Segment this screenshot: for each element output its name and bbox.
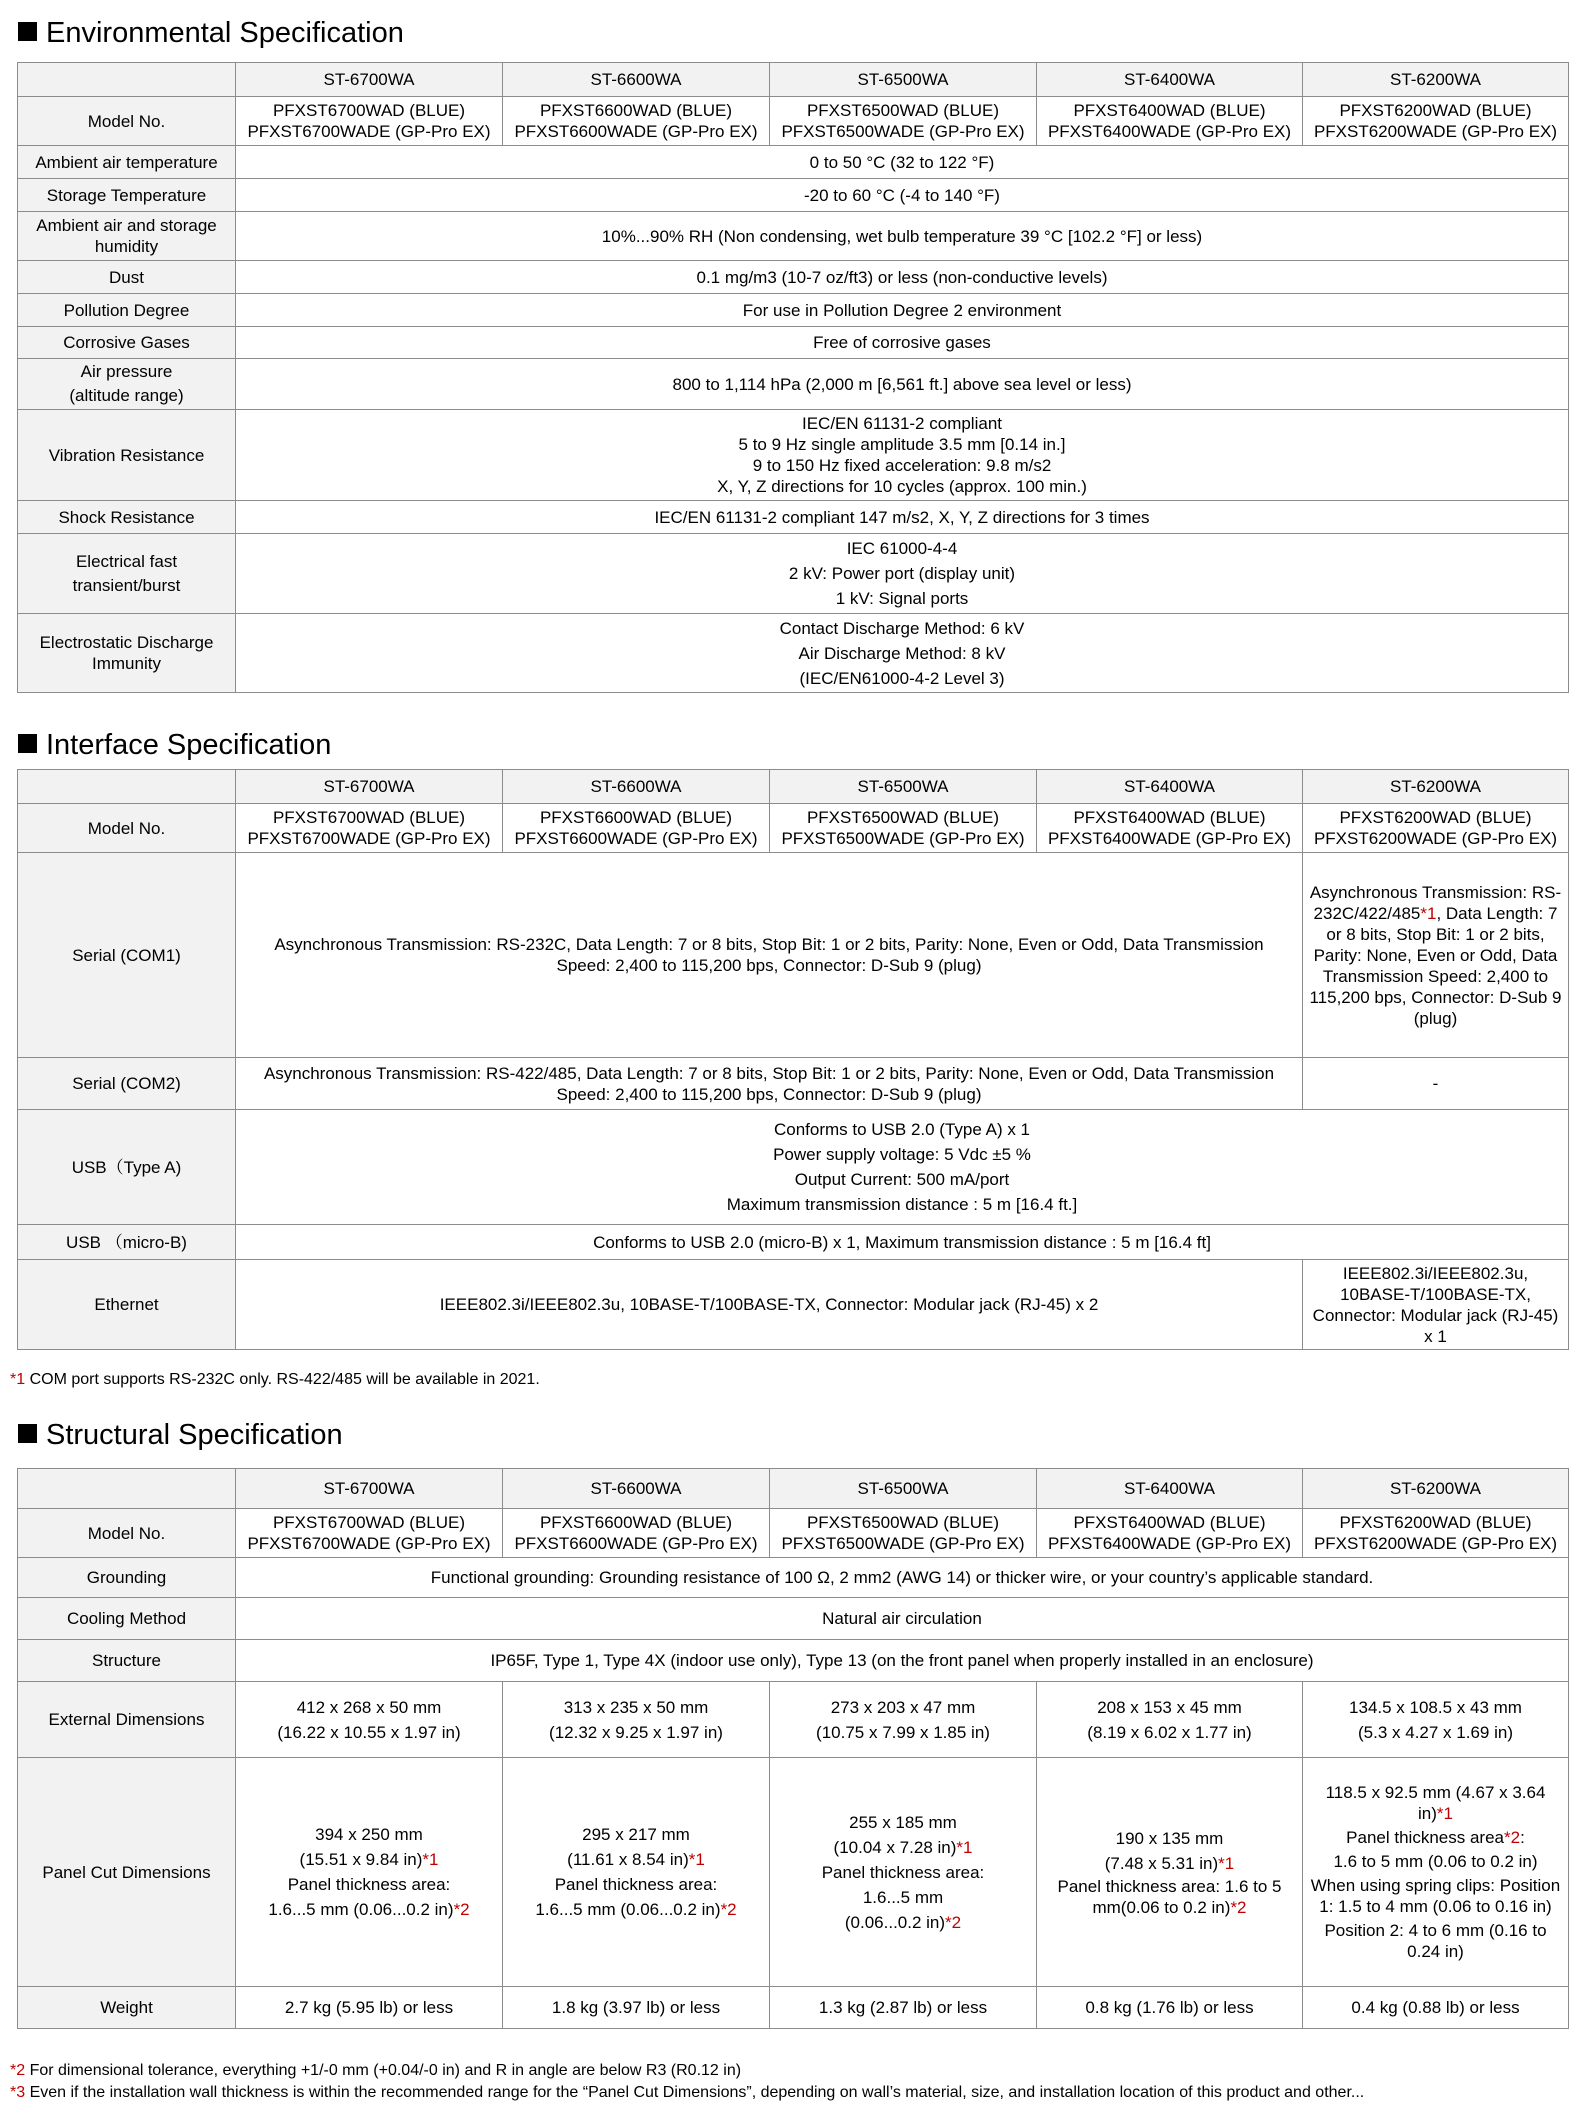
table-row [18,1640,1569,1682]
header-blank-cell [18,1469,236,1509]
square-bullet-icon [18,1424,37,1443]
panel-cut-cell: 190 x 135 mm (7.48 x 5.31 in)*1 Panel thickness area: 1.6 to 5 mm(0.06 to 0.2 in)*2 [1037,1758,1303,1987]
row-label: External Dimensions [18,1682,236,1758]
row-label: Serial (COM2) [18,1058,236,1110]
panel-cut-cell: 255 x 185 mm (10.04 x 7.28 in)*1 Panel thickness area: 1.6...5 mm (0.06...0.2 in)*2 [770,1758,1037,1987]
row-label: Ambient air temperature [18,146,236,179]
footnote-2: *2 For dimensional tolerance, everything +1/-0 mm (+0.04/-0 in) and R in angle are below R3 (R0.12 in) [10,2062,742,2079]
weight-cell: 2.7 kg (5.95 lb) or less [236,1987,503,2029]
table-row [18,1509,1569,1558]
row-value: IEC 61000-4-4 2 kV: Power port (display unit) 1 kV: Signal ports [236,534,1569,614]
row-value: Asynchronous Transmission: RS-422/485, Data Length: 7 or 8 bits, Stop Bit: 1 or 2 bits, Parity: None, Even or Odd, Data Transmission Speed: 2,400 to 115,200 bps, Connector: D-Sub 9 (plug) [236,1058,1303,1110]
table-row [18,179,1569,212]
row-label: Corrosive Gases [18,327,236,359]
row-value: 800 to 1,114 hPa (2,000 m [6,561 ft.] above sea level or less) [236,359,1569,410]
row-label: Shock Resistance [18,501,236,534]
model-number-cell: PFXST6600WAD (BLUE) PFXST6600WADE (GP-Pro EX) [503,804,770,853]
model-number-cell: PFXST6400WAD (BLUE) PFXST6400WADE (GP-Pro EX) [1037,804,1303,853]
table-row [18,1110,1569,1225]
table-row [18,212,1569,261]
row-value-st6200: - [1303,1058,1569,1110]
row-label: USB （micro-B) [18,1225,236,1260]
footnote-1: *1 COM port supports RS-232C only. RS-422/485 will be available in 2021. [10,1371,540,1388]
row-value: Conforms to USB 2.0 (micro-B) x 1, Maximum transmission distance : 5 m [16.4 ft] [236,1225,1569,1260]
table-row [18,534,1569,614]
row-label: Dust [18,261,236,294]
model-header: ST-6200WA [1303,770,1569,804]
row-value: Functional grounding: Grounding resistance of 100 Ω, 2 mm2 (AWG 14) or thicker wire, or your country’s applicable standard. [236,1558,1569,1598]
footnote-3: *3 Even if the installation wall thickness is within the recommended range for the “Panel Cut Dimensions”, depending on wall’s material, size, and installation location of this product and other... [10,2084,1365,2101]
table-row [18,1260,1569,1350]
row-value: 0.1 mg/m3 (10-7 oz/ft3) or less (non-conductive levels) [236,261,1569,294]
model-header: ST-6500WA [770,1469,1037,1509]
table-row [18,1058,1569,1110]
table-row [18,804,1569,853]
row-label: Air pressure (altitude range) [18,359,236,410]
external-dimensions-cell: 313 x 235 x 50 mm (12.32 x 9.25 x 1.97 in) [503,1682,770,1758]
row-label: Model No. [18,97,236,146]
section-title-environmental: Environmental Specification [18,16,404,50]
model-header: ST-6700WA [236,1469,503,1509]
row-label: Cooling Method [18,1598,236,1640]
row-value: -20 to 60 °C (-4 to 140 °F) [236,179,1569,212]
row-value: 10%...90% RH (Non condensing, wet bulb temperature 39 °C [102.2 °F] or less) [236,212,1569,261]
model-header: ST-6500WA [770,63,1037,97]
table-row [18,1225,1569,1260]
model-number-cell: PFXST6200WAD (BLUE) PFXST6200WADE (GP-Pro EX) [1303,804,1569,853]
table-row [18,294,1569,327]
model-header: ST-6600WA [503,770,770,804]
row-value: For use in Pollution Degree 2 environment [236,294,1569,327]
panel-cut-cell: 394 x 250 mm (15.51 x 9.84 in)*1 Panel thickness area: 1.6...5 mm (0.06...0.2 in)*2 [236,1758,503,1987]
row-value: IEEE802.3i/IEEE802.3u, 10BASE-T/100BASE-TX, Connector: Modular jack (RJ-45) x 2 [236,1260,1303,1350]
row-value: IEC/EN 61131-2 compliant 5 to 9 Hz single amplitude 3.5 mm [0.14 in.] 9 to 150 Hz fixed acceleration: 9.8 m/s2 X, Y, Z directions for 10 cycles (approx. 100 min.) [236,410,1569,501]
table-row [18,327,1569,359]
row-value: IEC/EN 61131-2 compliant 147 m/s2, X, Y, Z directions for 3 times [236,501,1569,534]
model-number-cell: PFXST6500WAD (BLUE) PFXST6500WADE (GP-Pro EX) [770,804,1037,853]
table-row [18,770,1569,804]
row-label: Ambient air and storage humidity [18,212,236,261]
row-label: Ethernet [18,1260,236,1350]
square-bullet-icon [18,22,37,41]
model-number-cell: PFXST6200WAD (BLUE) PFXST6200WADE (GP-Pro EX) [1303,1509,1569,1558]
row-value: 0 to 50 °C (32 to 122 °F) [236,146,1569,179]
model-number-cell: PFXST6700WAD (BLUE) PFXST6700WADE (GP-Pro EX) [236,1509,503,1558]
interface-spec-table [17,769,1569,1350]
external-dimensions-cell: 134.5 x 108.5 x 43 mm (5.3 x 4.27 x 1.69 in) [1303,1682,1569,1758]
table-row [18,1598,1569,1640]
structural-spec-table [17,1468,1569,2029]
row-value: Natural air circulation [236,1598,1569,1640]
table-row [18,1558,1569,1598]
model-header: ST-6600WA [503,1469,770,1509]
section-title-interface: Interface Specification [18,728,331,762]
header-blank-cell [18,770,236,804]
model-header: ST-6400WA [1037,770,1303,804]
model-number-cell: PFXST6700WAD (BLUE) PFXST6700WADE (GP-Pro EX) [236,804,503,853]
model-number-cell: PFXST6600WAD (BLUE) PFXST6600WADE (GP-Pro EX) [503,97,770,146]
external-dimensions-cell: 273 x 203 x 47 mm (10.75 x 7.99 x 1.85 in) [770,1682,1037,1758]
model-header: ST-6600WA [503,63,770,97]
model-number-cell: PFXST6200WAD (BLUE) PFXST6200WADE (GP-Pro EX) [1303,97,1569,146]
table-row [18,614,1569,693]
weight-cell: 0.8 kg (1.76 lb) or less [1037,1987,1303,2029]
model-header: ST-6700WA [236,770,503,804]
external-dimensions-cell: 412 x 268 x 50 mm (16.22 x 10.55 x 1.97 in) [236,1682,503,1758]
table-row [18,1987,1569,2029]
weight-cell: 0.4 kg (0.88 lb) or less [1303,1987,1569,2029]
header-blank-cell [18,63,236,97]
row-label: Electrical fast transient/burst [18,534,236,614]
model-header: ST-6200WA [1303,63,1569,97]
table-row [18,853,1569,1058]
table-row [18,1469,1569,1509]
row-label: Electrostatic Discharge Immunity [18,614,236,693]
row-label: Grounding [18,1558,236,1598]
model-number-cell: PFXST6600WAD (BLUE) PFXST6600WADE (GP-Pro EX) [503,1509,770,1558]
model-header: ST-6400WA [1037,1469,1303,1509]
row-value: Contact Discharge Method: 6 kV Air Discharge Method: 8 kV (IEC/EN61000-4-2 Level 3) [236,614,1569,693]
row-label: Serial (COM1) [18,853,236,1058]
model-header: ST-6400WA [1037,63,1303,97]
environmental-spec-table [17,62,1569,693]
row-value-st6200: IEEE802.3i/IEEE802.3u, 10BASE-T/100BASE-TX, Connector: Modular jack (RJ-45) x 1 [1303,1260,1569,1350]
model-header: ST-6500WA [770,770,1037,804]
model-header: ST-6700WA [236,63,503,97]
row-label: Model No. [18,804,236,853]
row-label: Storage Temperature [18,179,236,212]
row-label: Panel Cut Dimensions [18,1758,236,1987]
panel-cut-cell: 118.5 x 92.5 mm (4.67 x 3.64 in)*1 Panel thickness area*2: 1.6 to 5 mm (0.06 to 0.2 in) When using spring clips: Position 1: 1.5 to 4 mm (0.06 to 0.16 in) Position 2: 4 to 6 mm (0.16 to 0.24 in) [1303,1758,1569,1987]
table-row [18,410,1569,501]
row-label: Pollution Degree [18,294,236,327]
row-label: Weight [18,1987,236,2029]
table-row [18,63,1569,97]
row-label: Structure [18,1640,236,1682]
table-row [18,501,1569,534]
table-row [18,146,1569,179]
panel-cut-cell: 295 x 217 mm (11.61 x 8.54 in)*1 Panel thickness area: 1.6...5 mm (0.06...0.2 in)*2 [503,1758,770,1987]
model-number-cell: PFXST6700WAD (BLUE) PFXST6700WADE (GP-Pro EX) [236,97,503,146]
table-row [18,97,1569,146]
row-value: Asynchronous Transmission: RS-232C, Data Length: 7 or 8 bits, Stop Bit: 1 or 2 bits, Parity: None, Even or Odd, Data Transmission Speed: 2,400 to 115,200 bps, Connector: D-Sub 9 (plug) [236,853,1303,1058]
model-number-cell: PFXST6400WAD (BLUE) PFXST6400WADE (GP-Pro EX) [1037,1509,1303,1558]
row-value: Conforms to USB 2.0 (Type A) x 1 Power supply voltage: 5 Vdc ±5 % Output Current: 500 mA/port Maximum transmission distance : 5 m [16.4 ft.] [236,1110,1569,1225]
external-dimensions-cell: 208 x 153 x 45 mm (8.19 x 6.02 x 1.77 in) [1037,1682,1303,1758]
model-header: ST-6200WA [1303,1469,1569,1509]
weight-cell: 1.8 kg (3.97 lb) or less [503,1987,770,2029]
table-row [18,261,1569,294]
table-row [18,359,1569,410]
square-bullet-icon [18,734,37,753]
row-value-st6200: Asynchronous Transmission: RS-232C/422/485*1, Data Length: 7 or 8 bits, Stop Bit: 1 or 2 bits, Parity: None, Even or Odd, Data Transmission Speed: 2,400 to 115,200 bps, Connector: D-Sub 9 (plug) [1303,853,1569,1058]
model-number-cell: PFXST6400WAD (BLUE) PFXST6400WADE (GP-Pro EX) [1037,97,1303,146]
row-value: IP65F, Type 1, Type 4X (indoor use only), Type 13 (on the front panel when properly installed in an enclosure) [236,1640,1569,1682]
section-title-structural: Structural Specification [18,1418,343,1452]
row-value: Free of corrosive gases [236,327,1569,359]
row-label: Vibration Resistance [18,410,236,501]
model-number-cell: PFXST6500WAD (BLUE) PFXST6500WADE (GP-Pro EX) [770,97,1037,146]
row-label: USB（Type A) [18,1110,236,1225]
weight-cell: 1.3 kg (2.87 lb) or less [770,1987,1037,2029]
table-row [18,1758,1569,1987]
model-number-cell: PFXST6500WAD (BLUE) PFXST6500WADE (GP-Pro EX) [770,1509,1037,1558]
table-row [18,1682,1569,1758]
row-label: Model No. [18,1509,236,1558]
